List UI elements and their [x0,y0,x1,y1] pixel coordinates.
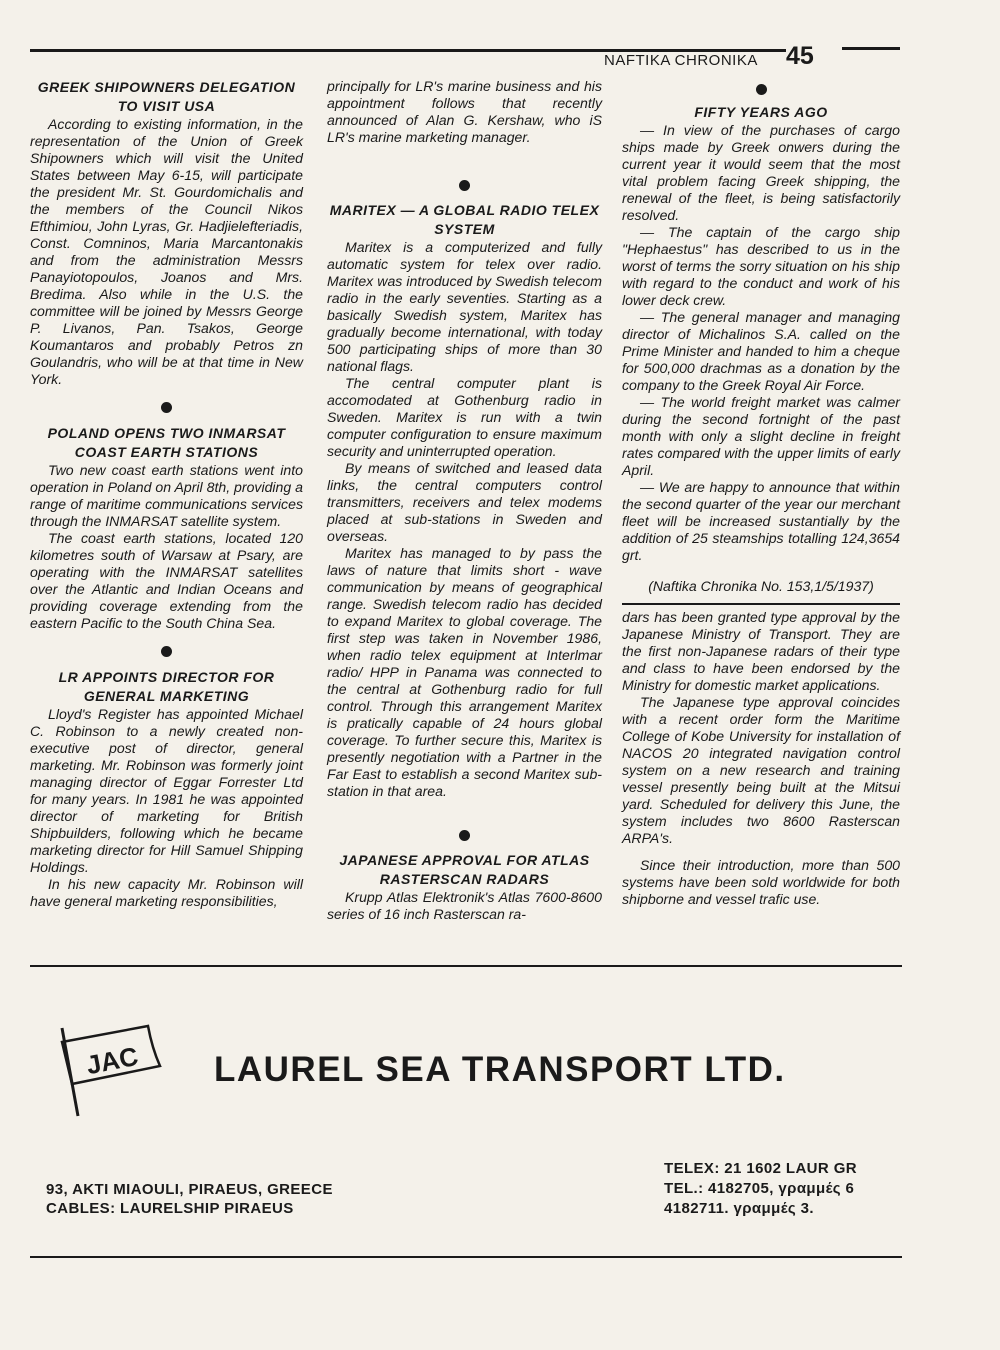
bullet-icon [756,84,767,95]
address-line: 93, AKTI MIAOULI, PIRAEUS, GREECE [46,1181,333,1198]
bullet-icon [161,402,172,413]
article-paragraph: The central computer plant is accomodated at Gothenburg radio in Sweden. Maritex is run with a twin computer configuration to ensure maximum security and uninterrupted operation. [327,375,602,459]
article-paragraph: The Japanese type approval coincides with a recent order form the Maritime College of Kobe University for installation of NACOS 20 integrated navigation control system on a new research and training vessel presently being built at the Mitsui yard. Scheduled for delivery this June, the system includes two 8600 Rasterscan ARPA's. [622,694,900,846]
bullet-icon [161,646,172,657]
article-paragraph: — In view of the purchases of cargo ships made by Greek onwers during the current year it would seem that the most vital problem facing Greek shipping, the renewal of the fleet, is being satisfactorily resolved. [622,122,900,223]
flag-text: JAC [83,1040,141,1081]
company-name: LAUREL SEA TRANSPORT LTD. [214,1050,786,1089]
cables-line: CABLES: LAURELSHIP PIRAEUS [46,1200,294,1217]
article-paragraph: In his new capacity Mr. Robinson will have general marketing responsibilities, [30,876,303,909]
article-paragraph: According to existing information, in the representation of the Union of Greek Shipowners which will visit the United States between May 6-15, will participate the president Mr. St. Gourdomichalis and the members of the Council Nikos Efthimiou, John Lyras, Gr. Hadjielefteriadis, Const. Comninos, Maria Marcantonakis and from the administration Messrs Panayiotopoulos, Joanos and Mrs. Bredima. Also while in the U.S. the committee will be joined by Messrs George P. Livanos, Pan. Tsakos, George Koumantaros and probably Petros zn Goulandris, who will be at that time in New York. [30,116,303,387]
article-paragraph: The coast earth stations, located 120 kilometres south of Warsaw at Psary, are operating with the INMARSAT satellites over the Atlantic and Indian Oceans and providing coverage extending from the eastern Pacific to the South China Sea. [30,530,303,631]
column-3 [622,84,900,908]
continuation-paragraph: principally for LR's marine business and his appointment follows that recently announced of Alan G. Kershaw, who iS LR's marine marketing manager. [327,78,602,145]
column-1 [30,78,303,910]
continuation-paragraph: dars has been granted type approval by the Japanese Ministry of Transport. They are the first non-Japanese radars of their type and class to have been endorsed by the Ministry for domestic market applications. [622,609,900,693]
telex-line: TELEX: 21 1602 LAUR GR [664,1160,858,1177]
article-paragraph: Maritex is a computerized and fully automatic system for telex over radio. Maritex was introduced by Swedish telecom radio in the early seventies. Starting as a basically Swedish system, Maritex has gradually become international, with today 500 participating ships of more than 30 national flags. [327,239,602,374]
section-divider [622,603,900,605]
bullet-icon [459,180,470,191]
article-title: JAPANESE APPROVAL FOR ATLAS RASTERSCAN RADARS [339,852,590,887]
article-paragraph: Since their introduction, more than 500 systems have been sold worldwide for both shipborne and vessel trafic use. [622,857,900,907]
article-paragraph: — The captain of the cargo ship "Hephaestus" has described to us in the worst of terms the sorry situation on his ship with regard to the conduct and work of his lower deck crew. [622,224,900,308]
article-paragraph: Krupp Atlas Elektronik's Atlas 7600-8600 series of 16 inch Rasterscan ra- [327,889,602,922]
advertisement-top-rule [30,965,902,967]
article-title: LR APPOINTS DIRECTOR FOR GENERAL MARKETING [58,669,275,704]
page-number: 45 [786,42,814,70]
company-address [46,1180,333,1218]
header-rule-right [842,47,900,50]
article-paragraph: — The world freight market was calmer during the second fortnight of the past month with only a slight decline in freight rates compared with the upper limits of early April. [622,394,900,478]
article-paragraph: Maritex has managed to by pass the laws of nature that limits short - wave communication by means of geographical range. Swedish telecom radio has decided to expand Maritex to global coverage. The first step was taken in November 1986, when radio telex equipment at Interlmar radio/ HPP in Panama was connected to the central at Gothenburg radio for full control. Through this arrangement Maritex is pratically capable of 24 hours global coverage. To further secure this, Maritex is presently negotiation with a Partner in the Far East to establish a second Maritex sub-station in that area. [327,545,602,799]
article-paragraph: — The general manager and managing director of Michalinos S.A. called on the Prime Minister and handed to him a cheque for 500,000 drachmas as a donation by the company to the Greek Royal Air Force. [622,309,900,393]
article-title: GREEK SHIPOWNERS DELEGATION TO VISIT USA [37,79,296,114]
article-source: (Naftika Chronika No. 153,1/5/1937) [648,578,874,594]
tel-line-2: 4182711. γραμμές 3. [664,1200,814,1217]
article-paragraph: Two new coast earth stations went into operation in Poland on April 8th, providing a range of maritime communications services through the INMARSAT satellite system. [30,462,303,529]
article-paragraph: By means of switched and leased data links, the central computers control transmitters, receivers and telex modems placed at sub-stations in Sweden and overseas. [327,460,602,544]
jac-flag-logo [40,1020,170,1125]
publication-name: NAFTIKA CHRONIKA [604,52,758,69]
advertisement-bottom-rule [30,1256,902,1258]
article-title: FIFTY YEARS AGO [694,104,828,120]
article-title: MARITEX — A GLOBAL RADIO TELEX SYSTEM [329,202,600,237]
article-paragraph: Lloyd's Register has appointed Michael C. Robinson to a newly created non-executive post of director, general marketing. Mr. Robinson was formerly joint managing director of Eggar Forrester Ltd for many years. In 1981 he was appointed director of marketing for British Shipbuilders, following which he became marketing director for Hill Samuel Shipping Holdings. [30,706,303,875]
bullet-icon [459,830,470,841]
article-paragraph: — We are happy to announce that within the second quarter of the year our merchant fleet will be increased sustantially by the addition of 25 steamships totalling 124,3654 grt. [622,479,900,563]
company-contacts [664,1159,857,1219]
article-title: POLAND OPENS TWO INMARSAT COAST EARTH STATIONS [47,425,286,460]
column-2 [327,78,602,923]
tel-line-1: TEL.: 4182705, γραμμές 6 [664,1180,855,1197]
